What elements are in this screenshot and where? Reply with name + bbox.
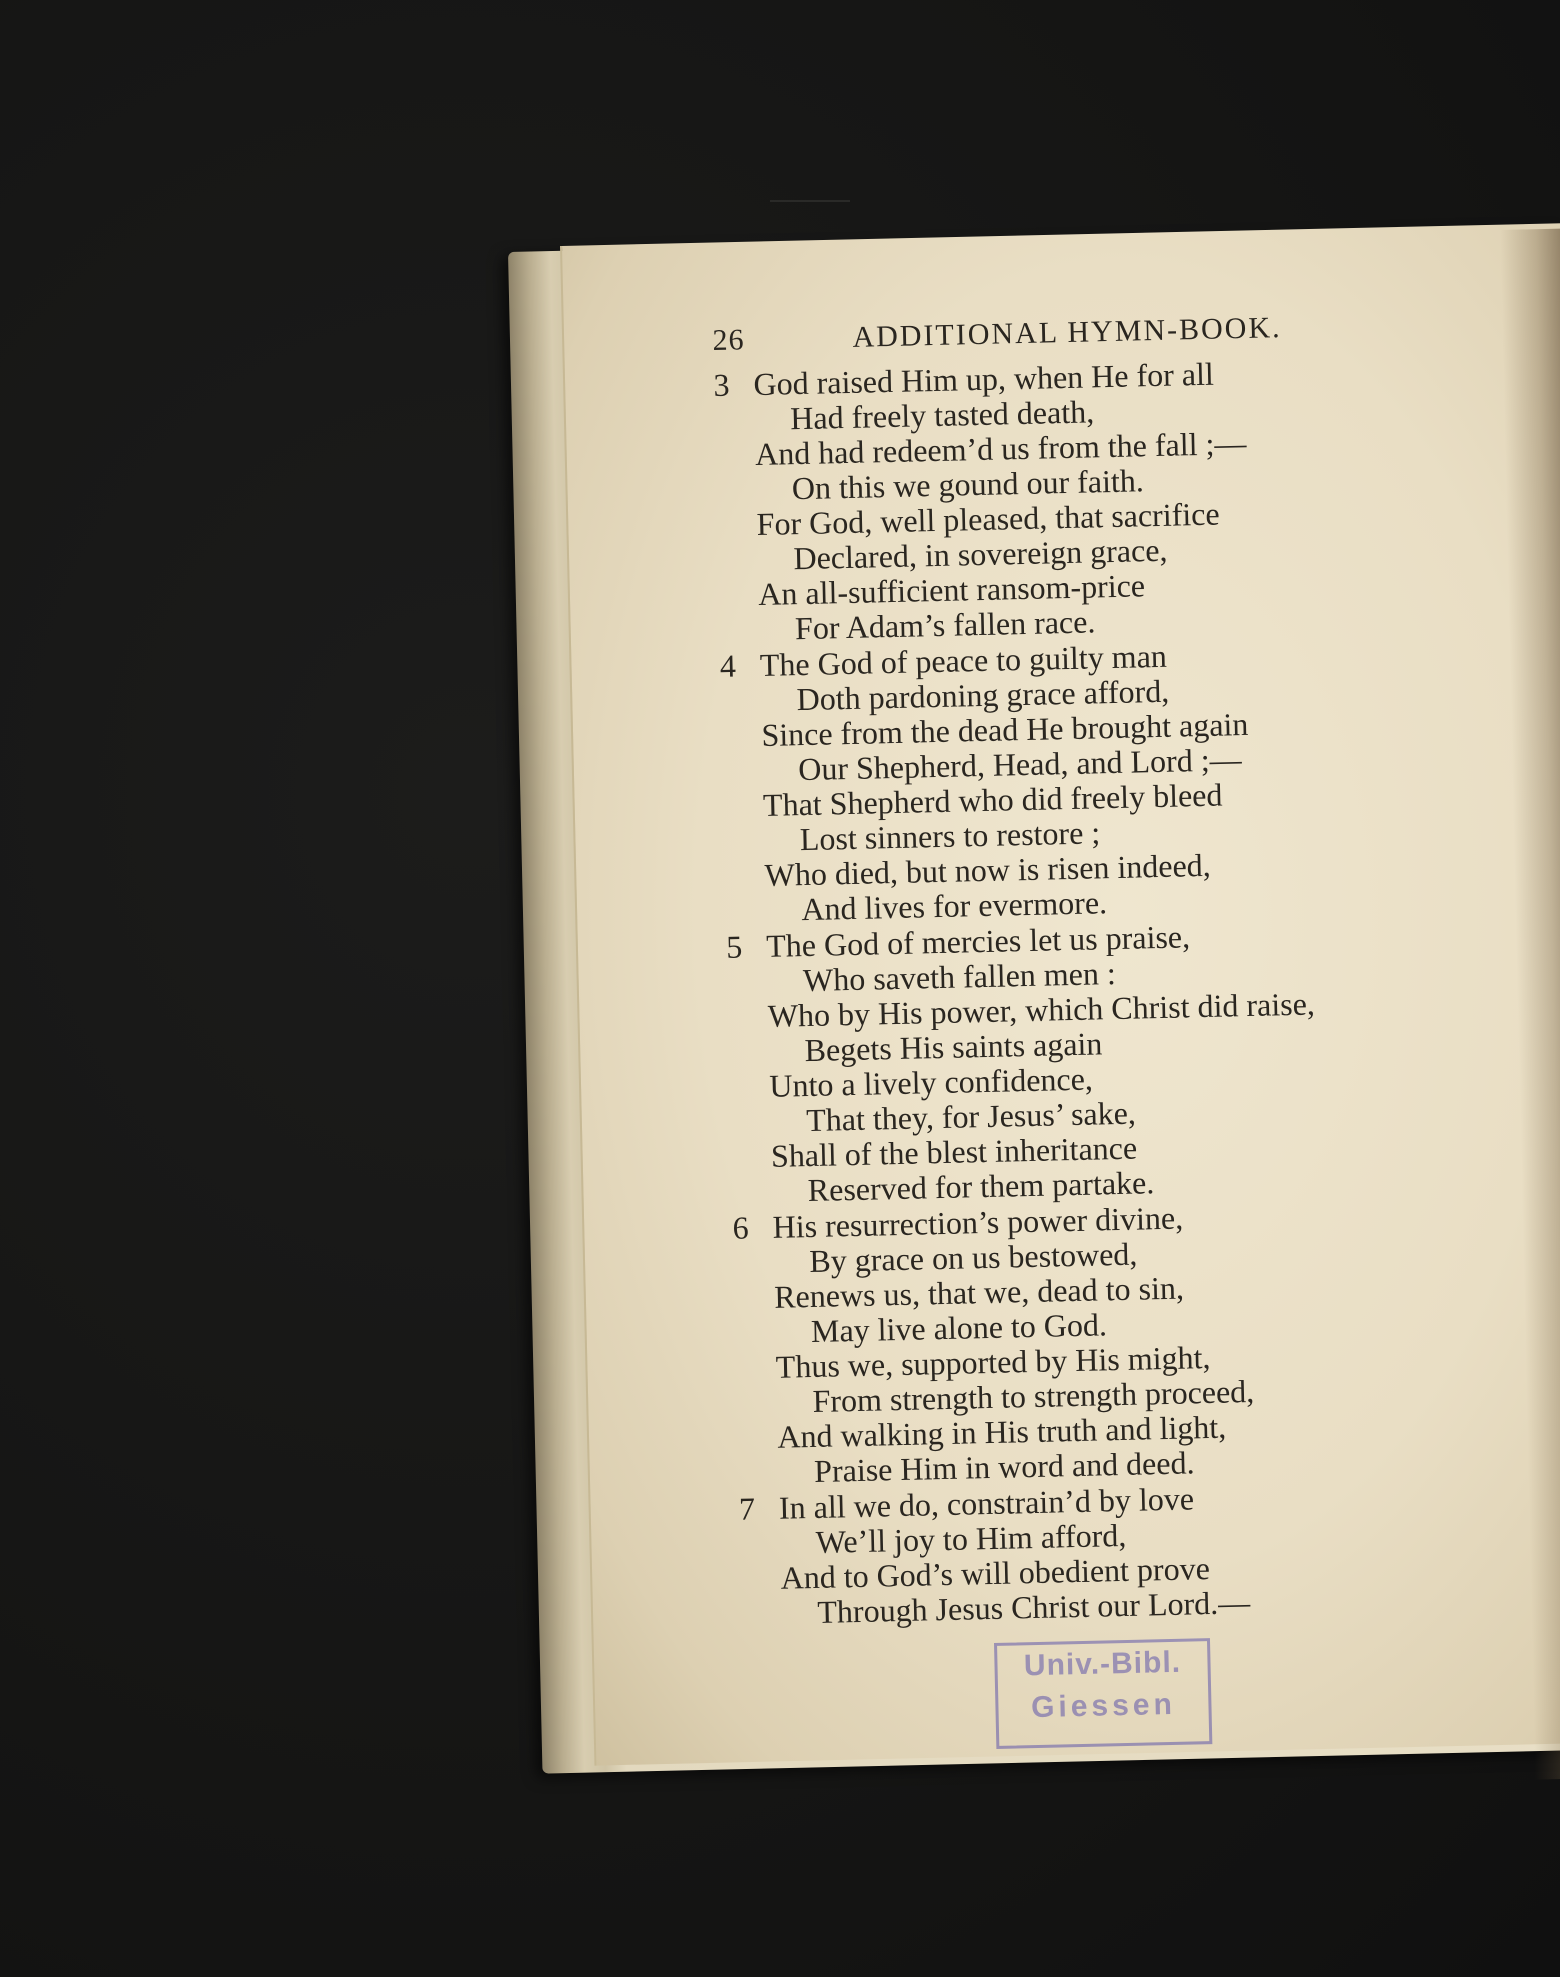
stanza xyxy=(732,1193,1538,1491)
stanza-number: 3 xyxy=(713,366,730,403)
page-text xyxy=(712,300,1542,1632)
hymn-line: The God of mercies let us praise, xyxy=(765,918,1191,964)
stanza-number: 4 xyxy=(719,647,737,684)
hymn-line: We’ll joy to Him afford, xyxy=(815,1516,1127,1560)
hymn-line: From strength to strength proceed, xyxy=(812,1372,1255,1419)
hymn-line: Begets His saints again xyxy=(804,1025,1103,1069)
hymn-line: Thus we, supported by His might, xyxy=(775,1338,1211,1385)
hymn-line: For God, well pleased, that sacrifice xyxy=(756,495,1220,543)
hymn-line: That they, for Jesus’ sake, xyxy=(805,1094,1137,1139)
hymn-line: Since from the dead He brought again xyxy=(761,705,1249,753)
running-head: ADDITIONAL HYMN-BOOK. xyxy=(852,311,1282,354)
hymn-stanzas xyxy=(713,350,1541,1632)
hymn-line: Doth pardoning grace afford, xyxy=(796,672,1170,718)
stamp-line-2: Giessen xyxy=(1030,1687,1177,1725)
hymn-line: Renews us, that we, dead to sin, xyxy=(773,1269,1185,1315)
hymn-line: Shall of the blest inheritance xyxy=(770,1129,1138,1174)
hymn-line: Had freely tasted death, xyxy=(789,393,1095,437)
hymn-line: That Shepherd who did freely bleed xyxy=(762,776,1223,823)
hymn-line: For Adam’s fallen race. xyxy=(794,603,1096,647)
stray-mark xyxy=(770,200,850,202)
stanza-number: 5 xyxy=(725,928,743,965)
hymn-line: The God of peace to guilty man xyxy=(759,637,1168,683)
hymn-line: Declared, in sovereign grace, xyxy=(793,531,1168,577)
hymn-line: Through Jesus Christ our Lord.— xyxy=(816,1584,1251,1630)
hymn-line: Lost sinners to restore ; xyxy=(799,814,1101,858)
stamp-line-1: Univ.-Bibl. xyxy=(1023,1645,1182,1683)
stanza xyxy=(720,631,1526,929)
page-number: 26 xyxy=(712,323,745,357)
hymn-line: And to God’s will obedient prove xyxy=(780,1550,1211,1596)
hymn-line: Our Shepherd, Head, and Lord ;— xyxy=(797,741,1242,788)
stanza-number: 6 xyxy=(732,1209,750,1246)
hymn-line: And lives for evermore. xyxy=(801,884,1108,928)
stanza xyxy=(726,912,1532,1210)
hymn-line: Who died, but now is risen indeed, xyxy=(764,846,1212,893)
hymn-line: God raised Him up, when He for all xyxy=(753,355,1215,403)
hymn-line: Praise Him in word and deed. xyxy=(813,1444,1195,1489)
hymn-line: May live alone to God. xyxy=(810,1306,1108,1350)
hymn-line: Who by His power, which Christ did raise, xyxy=(767,985,1316,1034)
hymn-line: In all we do, constrain’d by love xyxy=(778,1480,1195,1526)
hymn-line: And had redeem’d us from the fall ;— xyxy=(754,424,1247,473)
hymn-line: His resurrection’s power divine, xyxy=(772,1199,1184,1245)
stanza xyxy=(739,1474,1542,1632)
hymn-line: Unto a lively confidence, xyxy=(769,1060,1094,1104)
stanza xyxy=(713,350,1519,648)
hymn-line: Reserved for them partake. xyxy=(807,1164,1155,1209)
library-stamp xyxy=(994,1638,1212,1749)
stanza-number: 7 xyxy=(738,1490,756,1527)
hymn-line: On this we gound our faith. xyxy=(791,462,1145,507)
hymn-line: An all-sufficient ransom-price xyxy=(757,567,1146,613)
hymn-line: And walking in His truth and light, xyxy=(776,1408,1227,1455)
hymn-line: By grace on us bestowed, xyxy=(809,1235,1138,1280)
hymn-line: Who saveth fallen men : xyxy=(802,955,1117,999)
